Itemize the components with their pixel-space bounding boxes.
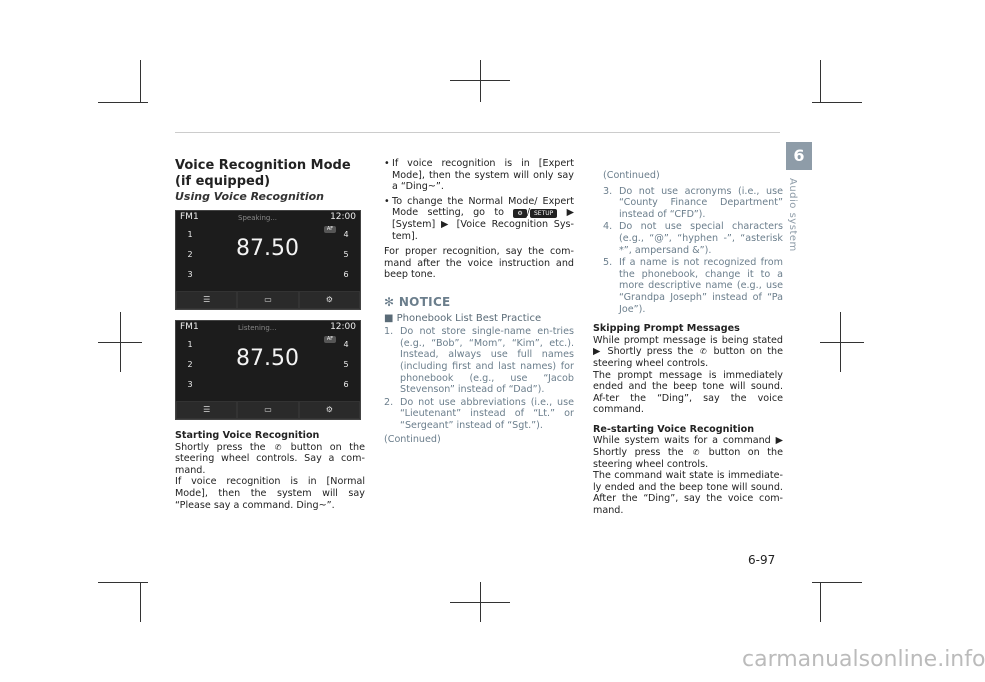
starting-title: Starting Voice Recognition — [175, 430, 320, 441]
restart-result-paragraph: The command wait state is immediate-ly ended and the beep tone will sound. After the “Ding”, say the voice com-mand. — [593, 470, 783, 517]
list-item: 2. Do not use abbreviations (i.e., use “Lieutenant” instead of “Lt.” or “Sergeant” instead of “Sgt.”). — [384, 396, 574, 431]
bullet-setting: • To change the Normal Mode/ Expert Mode setting, go to ⚙ / SETUP ▶ [System] ▶ [Voice Recognition Sys-tem]. — [384, 195, 574, 242]
notice-continued — [593, 170, 783, 315]
normal-mode-paragraph: If voice recognition is in [Normal Mode], then the system will say “Please say a command. Ding~”. — [175, 476, 365, 511]
list-item: 3. Do not use acronyms (i.e., use “County Finance Department” instead of “CFD”). — [603, 185, 783, 220]
restart-paragraph: While system waits for a command ▶ Shortly press the ✆ button on the steering wheel controls. — [593, 435, 783, 470]
chapter-label: Audio system — [787, 178, 798, 252]
radio-screen-listening — [175, 320, 361, 420]
section-subtitle: Using Voice Recognition — [175, 190, 324, 203]
arrow-right-icon: ▶ — [775, 435, 783, 447]
continued-label: (Continued) — [384, 434, 441, 446]
band-label: FM1 — [180, 322, 199, 332]
clock: 12:00 — [330, 322, 356, 332]
voice-button-icon: ✆ — [274, 442, 282, 452]
preset-3: 3 — [187, 380, 193, 389]
radio-screen-speaking — [175, 210, 361, 310]
clock: 12:00 — [330, 212, 356, 222]
continued-label: (Continued) — [603, 170, 660, 181]
status-text: Listening... — [238, 324, 277, 332]
preset-3: 3 — [187, 270, 193, 279]
right-column — [593, 170, 783, 517]
square-bullet-icon: ■ — [384, 312, 394, 324]
af-badge: AF — [324, 336, 336, 343]
skip-paragraph: While prompt message is being stated ▶ Shortly press the ✆ button on the steering wheel controls. — [593, 334, 783, 369]
bullet-expert: • If voice recognition is in [Expert Mode], then the system will only say a “Ding~”. — [384, 158, 574, 193]
preset-2: 2 — [187, 360, 193, 369]
preset-6: 6 — [343, 270, 349, 279]
crop-mark — [480, 60, 481, 102]
status-text: Speaking... — [238, 214, 278, 222]
list-item: 1. Do not store single-name en-tries (e.g., “Bob”, “Mom”, “Kim”, etc.). Instead, always use full names (including first and last names) for phonebook (e.g., use “Jacob Stevenson” instead of “Dad”). — [384, 326, 574, 396]
crop-mark — [140, 60, 141, 102]
restart-title: Re-starting Voice Recognition — [593, 423, 755, 435]
preset-5: 5 — [343, 250, 349, 259]
notice-box — [384, 294, 574, 446]
arrow-right-icon: ▶ — [440, 218, 451, 230]
preset-2: 2 — [187, 250, 193, 259]
gear-icon: ⚙ — [299, 291, 360, 309]
band-label: FM1 — [180, 212, 199, 222]
skip-title: Skipping Prompt Messages — [593, 323, 740, 335]
frequency: 87.50 — [236, 236, 299, 261]
gear-icon: ⚙ — [299, 401, 360, 419]
preset-4: 4 — [343, 230, 349, 239]
crop-mark — [450, 80, 510, 81]
list-item: 5. If a name is not recognized from the phonebook, change it to a more descriptive name (e.g., use “Grandpa Joseph” instead of “Pa Joe”). — [603, 257, 783, 315]
setup-button: SETUP — [530, 209, 557, 218]
left-column — [175, 158, 365, 511]
notice-title: ✻ NOTICE — [384, 294, 451, 309]
preset-1: 1 — [187, 340, 193, 349]
preset-4: 4 — [343, 340, 349, 349]
radio-icon: ▭ — [237, 291, 298, 309]
crop-mark — [98, 582, 148, 583]
section-title: Voice Recognition Mode (if equipped) — [175, 158, 351, 189]
skip-result-paragraph: The prompt message is immediately ended and the beep tone will sound. Af-ter the “Ding”, say the voice command. — [593, 369, 783, 416]
preset-5: 5 — [343, 360, 349, 369]
crop-mark — [820, 60, 821, 102]
proper-recognition-paragraph: For proper recognition, say the com-mand after the voice instruction and beep tone. — [384, 246, 574, 281]
preset-1: 1 — [187, 230, 193, 239]
list-icon: ☰ — [176, 401, 237, 419]
middle-column — [384, 158, 574, 446]
crop-mark — [812, 102, 862, 103]
radio-icon: ▭ — [237, 401, 298, 419]
watermark: carmanualsonline.info — [742, 647, 985, 672]
crop-mark — [812, 582, 862, 583]
list-item: 4. Do not use special characters (e.g., “@”, “hyphen -”, “asterisk *”, ampersand &”). — [603, 221, 783, 256]
crop-mark — [140, 582, 141, 622]
crop-mark — [98, 102, 148, 103]
frequency: 87.50 — [236, 346, 299, 371]
notice-subtitle: ■ Phonebook List Best Practice — [384, 312, 542, 324]
header-rule — [175, 132, 780, 133]
page-number: 6-97 — [748, 553, 776, 567]
crop-mark — [820, 582, 821, 622]
crop-mark — [450, 602, 510, 603]
settings-button-icon: ⚙ — [513, 209, 526, 218]
starting-paragraph: Shortly press the ✆ button on the steering wheel controls. Say a com-mand. — [175, 441, 365, 476]
crop-mark — [98, 342, 142, 343]
preset-6: 6 — [343, 380, 349, 389]
arrow-right-icon: ▶ — [566, 207, 574, 219]
notice-icon: ✻ — [384, 294, 395, 309]
crop-mark — [820, 342, 864, 343]
list-icon: ☰ — [176, 291, 237, 309]
chapter-tab: 6 — [786, 142, 812, 170]
af-badge: AF — [324, 226, 336, 233]
voice-button-icon: ✆ — [692, 448, 700, 458]
arrow-right-icon: ▶ — [593, 346, 603, 358]
voice-button-icon: ✆ — [700, 347, 707, 357]
